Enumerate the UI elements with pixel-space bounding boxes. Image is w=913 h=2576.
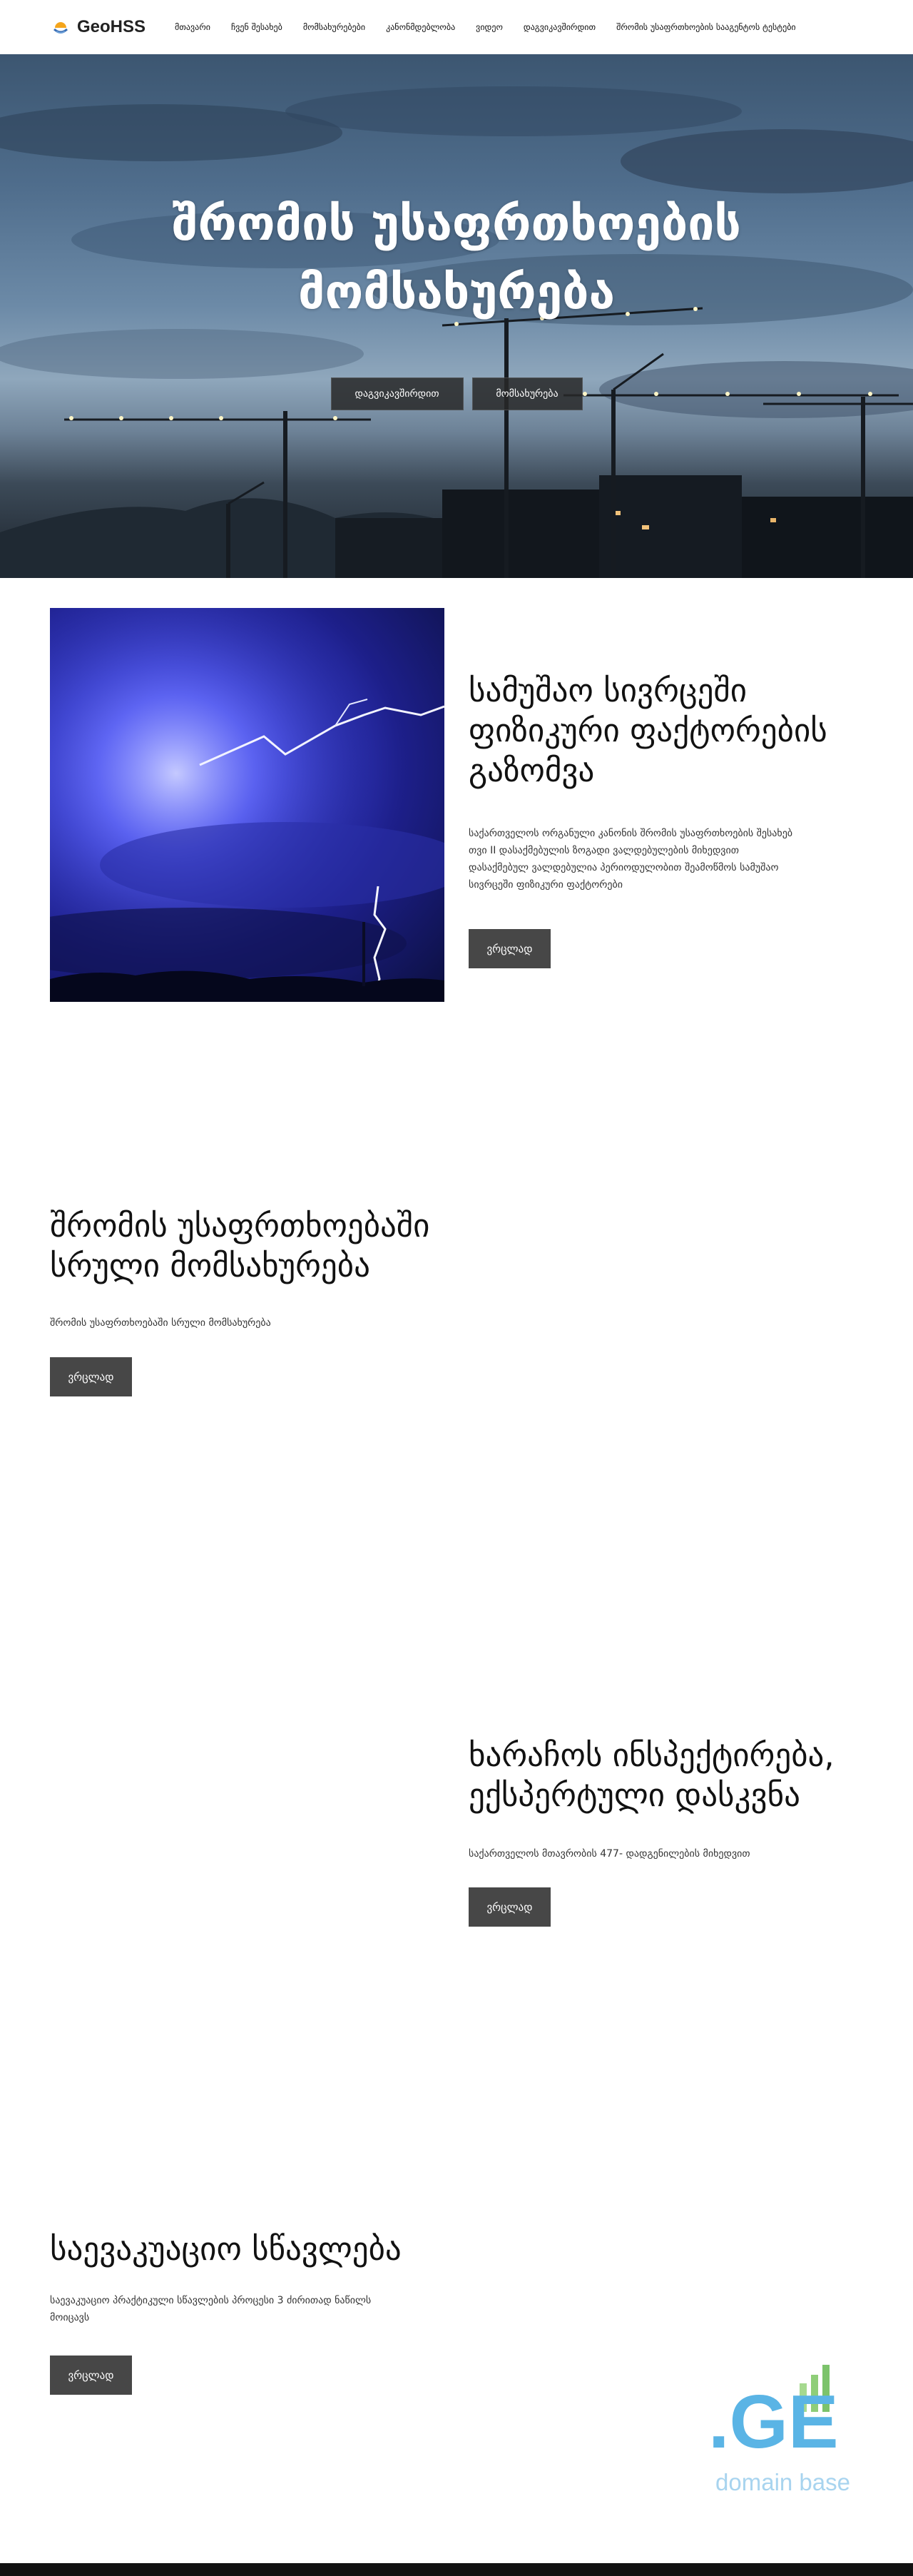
measurement-text-line-2: თვი II დასაქმებულის ზოგადი ვალდებულების მიხედვით: [469, 845, 739, 856]
section-text-scaffold: საქართველოს მთავრობის 477- დადგენილების მიხედვით: [469, 1848, 750, 1860]
measurement-text-line-4: სივრცეში ფიზიკური ფაქტორები: [469, 879, 623, 891]
contact-button[interactable]: დაგვიკავშირდით: [331, 377, 464, 410]
full-service-more-button[interactable]: ვრცლად: [50, 1357, 132, 1396]
hero-buttons: [0, 377, 913, 410]
measurement-title-line-1: სამუშაო სივრცეში: [469, 671, 748, 709]
section-text-measurement: [469, 825, 882, 893]
ge-domain-badge[interactable]: [708, 2362, 855, 2505]
scaffold-more-button[interactable]: ვრცლად: [469, 1887, 551, 1927]
nav-item-agency-tests[interactable]: შრომის უსაფრთხოების სააგენტოს ტესტები: [616, 22, 796, 32]
measurement-text-line-1: საქართველოს ორგანული კანონის შრომის უსაფრთხოების შესახებ: [469, 828, 793, 839]
section-title-full-service: [50, 1206, 429, 1286]
services-button[interactable]: მომსახურება: [472, 377, 583, 410]
evacuation-text-line-2: მოიცავს: [50, 2312, 90, 2323]
ge-mark: .GE: [708, 2380, 839, 2455]
section-title-measurement: [469, 671, 827, 791]
section-title-evacuation: საევაკუაციო სწავლება: [50, 2230, 402, 2268]
ge-caption: domain base: [715, 2469, 850, 2495]
main-menu: [175, 21, 796, 34]
sun-logo-icon: [51, 18, 70, 36]
full-service-title-line-2: სრული მომსახურება: [50, 1247, 370, 1284]
full-service-title-line-1: შრომის უსაფრთხოებაში: [50, 1207, 430, 1244]
nav-item-services[interactable]: მომსახურებები: [302, 22, 366, 32]
section-text-full-service: შრომის უსაფრთხოებაში სრული მომსახურება: [50, 1317, 271, 1329]
nav-item-video[interactable]: ვიდეო: [476, 22, 503, 32]
evacuation-more-button[interactable]: ვრცლად: [50, 2356, 132, 2395]
measurement-more-button[interactable]: ვრცლად: [469, 929, 551, 968]
hero-title-line-1: შრომის უსაფრთხოების: [172, 196, 741, 251]
brand-logo[interactable]: [51, 17, 146, 37]
nav-item-contact[interactable]: დაგვიკავშირდით: [523, 22, 596, 32]
scaffold-title-line-2: ექსპერტული დასკვნა: [469, 1776, 800, 1814]
top-navigation: [0, 0, 913, 54]
measurement-title-line-2: ფიზიკური ფაქტორების: [469, 711, 827, 749]
hero-title-line-2: მომსახურება: [297, 265, 616, 320]
hero-banner: [0, 54, 913, 578]
lightning-image: [50, 608, 444, 1002]
section-title-scaffold: [469, 1735, 835, 1815]
brand-name: GeoHSS: [77, 17, 146, 36]
measurement-title-line-3: გაზომვა: [469, 751, 595, 789]
footer-bar: [0, 2563, 913, 2576]
section-text-evacuation: [50, 2292, 464, 2326]
nav-item-legislation[interactable]: კანონმდებლობა: [386, 22, 456, 32]
measurement-text-line-3: დასაქმებულ ვალდებულია პერიოდულობით შეამოწმოს სამუშაო: [469, 862, 779, 873]
nav-item-about[interactable]: ჩვენ შესახებ: [230, 22, 282, 32]
ge-bars-icon: [708, 2362, 855, 2455]
nav-item-home[interactable]: მთავარი: [175, 22, 210, 32]
scaffold-title-line-1: ხარაჩოს ინსპექტირება,: [469, 1736, 835, 1774]
hero-title: [0, 190, 913, 327]
evacuation-text-line-1: საევაკუაციო პრაქტიკული სწავლების პროცესი 3 ძირითად ნაწილს: [50, 2295, 372, 2306]
